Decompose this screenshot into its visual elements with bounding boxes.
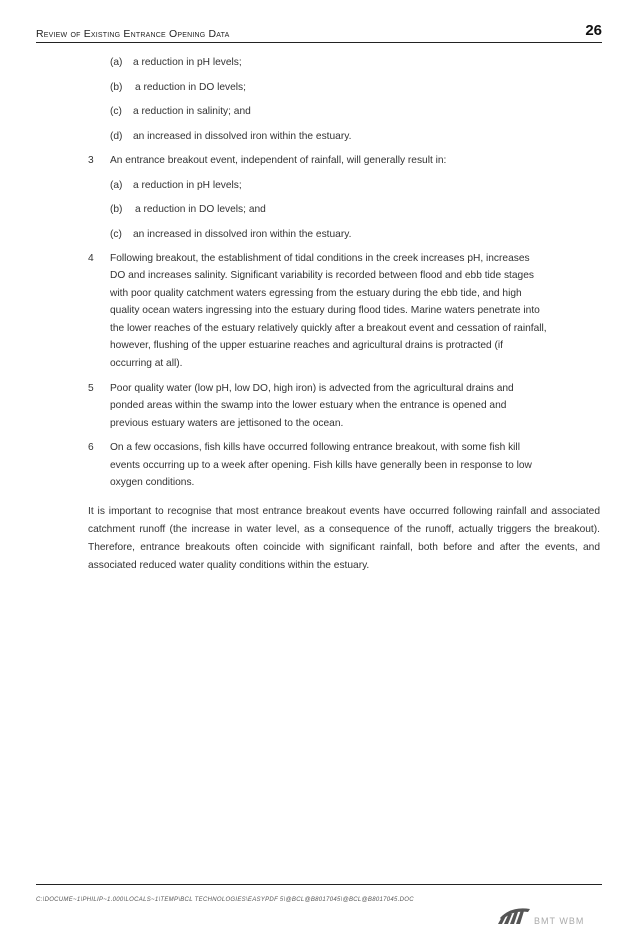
list-item-label: (d) (110, 131, 123, 142)
paragraph-line: ponded areas within the swamp into the lower estuary when the entrance is opened and (110, 400, 507, 411)
footer-file-path: C:\DOCUME~1\PHILIP~1.000\LOCALS~1\TEMP\BCL TECHNOLOGIES\EASYPDF 5\@BCL@B8017045\@BCL@B8017045.DOC (36, 897, 414, 903)
list-item-label: (c) (110, 106, 122, 117)
list-item-text: an increased in dissolved iron within the estuary. (133, 131, 352, 142)
paragraph-line: Following breakout, the establishment of tidal conditions in the creek increases pH, increases (110, 253, 530, 264)
paragraph-line: however, flushing of the upper estuarine reaches and agricultural drains is protracted (if (110, 340, 504, 351)
footer-divider (36, 884, 602, 885)
list-item-text: a reduction in salinity; and (133, 106, 251, 117)
document-title: Review of Existing Entrance Opening Data (36, 28, 230, 40)
paragraph-line: the lower reaches of the estuary relatively quickly after a breakout event and cessation of rainfall, (110, 323, 547, 334)
list-item-text: an increased in dissolved iron within the estuary. (133, 229, 352, 240)
list-item-text: a reduction in pH levels; (133, 57, 242, 68)
paragraph-line: quality ocean waters ingressing into the estuary during flood tides. Marine waters penetrate into (110, 305, 540, 316)
list-item-text: An entrance breakout event, independent of rainfall, will generally result in: (110, 155, 447, 166)
paragraph-line: previous estuary waters are jettisoned to the ocean. (110, 418, 344, 429)
paragraph-line: oxygen conditions. (110, 477, 195, 488)
list-item-label: (c) (110, 229, 122, 240)
page-number: 26 (585, 22, 602, 39)
paragraph-line: Poor quality water (low pH, low DO, high iron) is advected from the agricultural drains and (110, 383, 514, 394)
list-item-label: (a) (110, 180, 123, 191)
list-item-label: (a) (110, 57, 123, 68)
closing-paragraph: It is important to recognise that most entrance breakout events have occurred following rainfall and associated catchment runoff (the increase in water level, as a consequence of the runoff, actually triggers the breakout). Therefore, entrance breakouts often coincide with significant rainfall, both before and after the events, and associated reduced water quality conditions within the estuary. (88, 506, 600, 571)
list-number: 3 (88, 155, 94, 166)
company-logo (496, 906, 606, 925)
list-item-text: a reduction in DO levels; (135, 82, 246, 93)
list-item-label: (b) (110, 204, 123, 215)
paragraph-line: DO and increases salinity. Significant variability is recorded between flood and ebb tide stages (110, 270, 534, 281)
paragraph-line: events occurring up to a week after opening. Fish kills have generally been in response to low (110, 460, 532, 471)
list-item-label: (b) (110, 82, 123, 93)
list-item-text: a reduction in pH levels; (133, 180, 242, 191)
list-number: 4 (88, 253, 94, 264)
list-item-text: a reduction in DO levels; and (135, 204, 266, 215)
list-number: 6 (88, 442, 94, 453)
list-number: 5 (88, 383, 94, 394)
page-header (36, 22, 602, 43)
logo-text: BMT WBM (534, 916, 585, 925)
paragraph-line: On a few occasions, fish kills have occurred following entrance breakout, with some fish kill (110, 442, 520, 453)
paragraph-line: occurring at all). (110, 358, 183, 369)
paragraph-line: with poor quality catchment waters egressing from the estuary during the ebb tide, and high (110, 288, 522, 299)
